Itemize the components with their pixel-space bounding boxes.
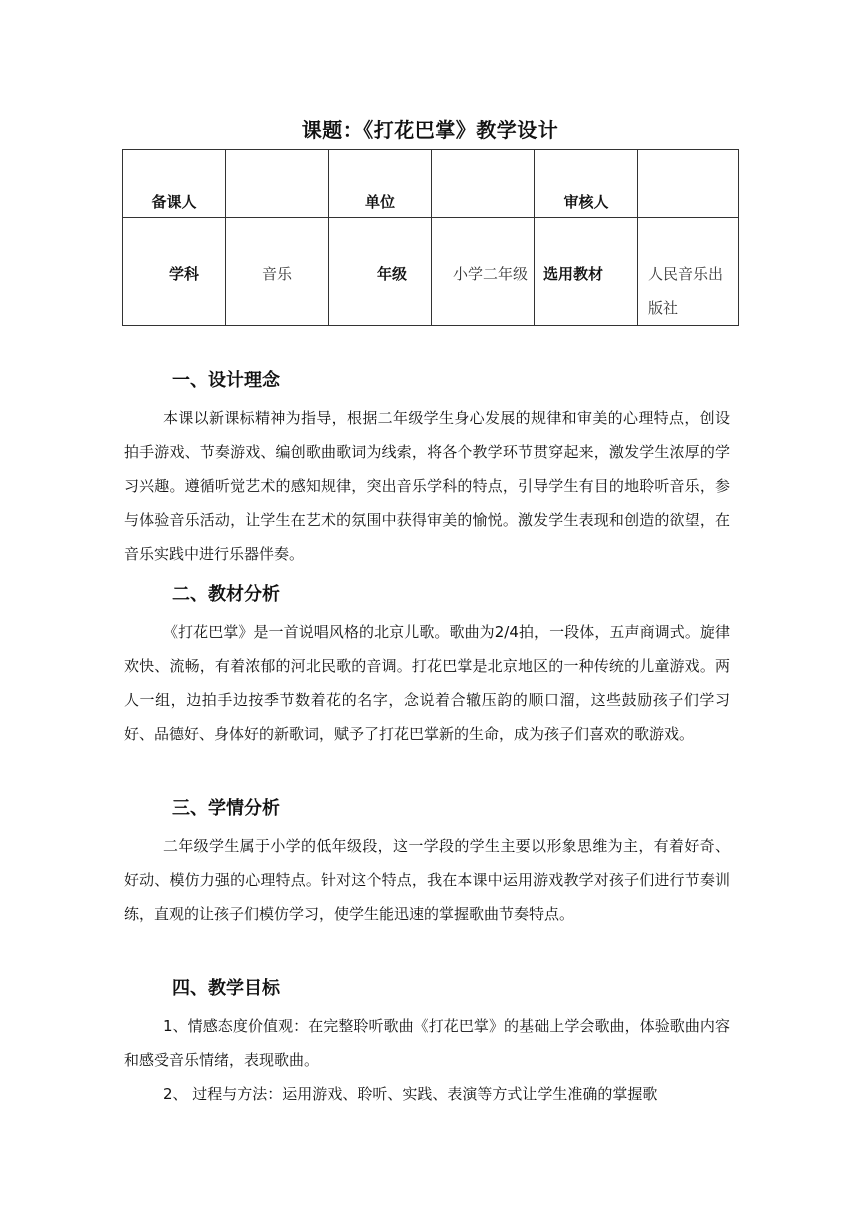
table-row [123,218,739,326]
preparer-label-cell [123,150,226,218]
document-title: 课题：《打花巴掌》教学设计 [301,118,559,142]
list-item: 1、情感态度价值观：在完整聆听歌曲《打花巴掌》的基础上学会歌曲，体验歌曲内容和感受音乐情绪，表现歌曲。 [124,1017,730,1069]
paragraph-design-concept: 本课以新课标精神为指导，根据二年级学生身心发展的规律和审美的心理特点，创设拍手游戏、节奏游戏、编创歌曲歌词为线索，将各个教学环节贯穿起来，激发学生浓厚的学习兴趣。遵循听觉艺术的感知规律，突出音乐学科的特点，引导学生有目的地聆听音乐，参与体验音乐活动，让学生在艺术的氛围中获得审美的愉悦。激发学生表现和创造的欲望，在音乐实践中进行乐器伴奏。 [124,409,730,563]
grade-value-cell [432,218,535,326]
lesson-info-table [122,149,739,326]
preparer-value [226,150,328,191]
grade-label: 年级 [376,265,407,283]
subject-label-cell [123,218,226,326]
section-heading-teaching-goals: 四、教学目标 [172,978,280,999]
grade-value: 小学二年级 [452,265,528,283]
grade-label-cell [329,218,432,326]
preparer-value-cell [226,150,329,218]
subject-label: 学科 [168,265,199,283]
reviewer-label-cell [535,150,638,218]
unit-label: 单位 [364,193,395,211]
textbook-value: 人民音乐出版社 [648,265,724,317]
preparer-label: 备课人 [151,193,197,211]
reviewer-label: 审核人 [563,193,609,211]
subject-value: 音乐 [261,265,292,283]
reviewer-value-cell [638,150,739,218]
unit-value-cell [432,150,535,218]
paragraph-student-analysis: 二年级学生属于小学的低年级段，这一学段的学生主要以形象思维为主，有着好奇、好动、模仿力强的心理特点。针对这个特点，我在本课中运用游戏教学对孩子们进行节奏训练，直观的让孩子们模仿学习，使学生能迅速的掌握歌曲节奏特点。 [124,837,730,923]
reviewer-value [638,150,738,191]
textbook-label-cell [535,218,638,326]
subject-value-cell [226,218,329,326]
textbook-label: 选用教材 [543,265,604,283]
section-heading-material-analysis: 二、教材分析 [172,584,280,605]
unit-label-cell [329,150,432,218]
section-heading-student-analysis: 三、学情分析 [172,798,280,819]
unit-value [432,150,534,191]
textbook-value-cell [638,218,739,326]
list-item: 2、 过程与方法：运用游戏、聆听、实践、表演等方式让学生准确的掌握歌 [163,1085,658,1103]
table-row [123,150,739,218]
section-heading-design-concept: 一、设计理念 [172,370,280,391]
paragraph-material-analysis: 《打花巴掌》是一首说唱风格的北京儿歌。歌曲为2/4拍，一段体，五声商调式。旋律欢快、流畅，有着浓郁的河北民歌的音调。打花巴掌是北京地区的一种传统的儿童游戏。两人一组，边拍手边按季节数着花的名字，念说着合辙压韵的顺口溜，这些鼓励孩子们学习好、品德好、身体好的新歌词，赋予了打花巴掌新的生命，成为孩子们喜欢的歌游戏。 [124,623,730,743]
